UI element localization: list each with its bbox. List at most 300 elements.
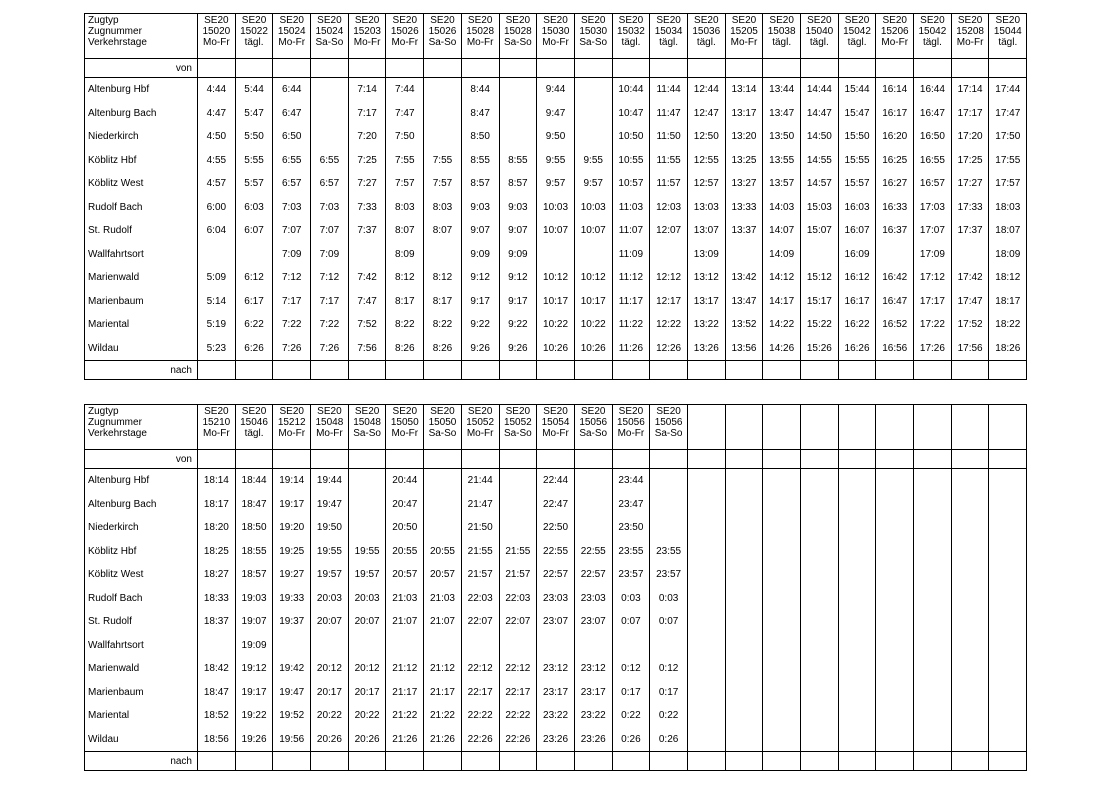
time-cell: 10:07	[574, 219, 612, 243]
time-cell: 19:17	[273, 493, 311, 517]
station-name: Altenburg Hbf	[85, 78, 198, 102]
train-number: 15044	[993, 26, 1022, 37]
time-cell: 19:57	[311, 563, 349, 587]
train-type: SE20	[392, 406, 418, 417]
time-cell: 6:57	[273, 172, 311, 196]
station-name: Rudolf Bach	[85, 196, 198, 220]
time-cell: 8:55	[461, 149, 499, 173]
nach-cell	[687, 752, 725, 771]
train-number: 15208	[956, 26, 984, 37]
time-cell: 17:12	[914, 266, 952, 290]
time-cell: 19:50	[311, 516, 349, 540]
time-cell: 10:44	[612, 78, 650, 102]
nach-cell	[348, 361, 386, 380]
time-cell-empty	[801, 704, 839, 728]
time-cell: 6:12	[235, 266, 273, 290]
train-days: Mo-Fr	[391, 37, 419, 48]
time-cell: 6:22	[235, 313, 273, 337]
train-type: SE20	[467, 406, 493, 417]
time-cell: 0:17	[612, 681, 650, 705]
time-cell: 8:44	[461, 78, 499, 102]
time-cell: 19:52	[273, 704, 311, 728]
time-cell: 23:26	[574, 728, 612, 752]
time-cell: 17:56	[951, 337, 989, 361]
time-cell: 4:47	[198, 102, 236, 126]
time-cell: 9:17	[461, 290, 499, 314]
time-cell: 23:26	[537, 728, 575, 752]
time-cell-empty	[914, 540, 952, 564]
time-cell: 13:09	[687, 243, 725, 267]
time-cell: 9:09	[499, 243, 537, 267]
time-cell-empty	[424, 493, 462, 517]
time-cell: 7:14	[348, 78, 386, 102]
time-cell: 9:57	[574, 172, 612, 196]
time-cell-empty	[989, 704, 1027, 728]
time-cell-empty	[687, 681, 725, 705]
time-cell: 15:47	[838, 102, 876, 126]
time-cell-empty	[650, 516, 688, 540]
time-cell: 20:50	[386, 516, 424, 540]
time-cell-empty	[989, 469, 1027, 493]
nach-cell	[235, 752, 273, 771]
time-cell-empty	[687, 657, 725, 681]
time-cell-empty	[725, 657, 763, 681]
station-row	[85, 634, 1027, 658]
time-cell: 8:26	[386, 337, 424, 361]
time-cell: 14:47	[801, 102, 839, 126]
von-cell	[273, 59, 311, 78]
station-row	[85, 266, 1027, 290]
station-name: Köblitz West	[85, 172, 198, 196]
time-cell: 7:17	[348, 102, 386, 126]
time-cell: 0:26	[612, 728, 650, 752]
time-cell: 16:20	[876, 125, 914, 149]
train-days: Mo-Fr	[730, 37, 758, 48]
time-cell: 13:26	[687, 337, 725, 361]
train-type: SE20	[656, 15, 681, 26]
time-cell: 21:50	[461, 516, 499, 540]
time-cell: 23:12	[537, 657, 575, 681]
nach-cell	[763, 752, 801, 771]
train-header	[763, 405, 801, 450]
train-type: SE20	[580, 15, 606, 26]
time-cell-empty	[801, 681, 839, 705]
time-cell-empty	[914, 681, 952, 705]
train-number: 15052	[466, 417, 495, 428]
train-header	[499, 405, 537, 450]
time-cell: 20:17	[311, 681, 349, 705]
nach-cell	[725, 752, 763, 771]
time-cell: 12:22	[650, 313, 688, 337]
time-cell: 8:57	[461, 172, 499, 196]
time-cell: 8:12	[386, 266, 424, 290]
time-cell: 22:55	[537, 540, 575, 564]
time-cell: 8:03	[424, 196, 462, 220]
time-cell: 19:25	[273, 540, 311, 564]
train-days: Sa-So	[503, 428, 532, 439]
nach-cell	[499, 361, 537, 380]
time-cell: 7:50	[386, 125, 424, 149]
nach-row	[85, 752, 1027, 771]
time-cell: 18:17	[989, 290, 1027, 314]
time-cell: 14:44	[801, 78, 839, 102]
time-cell: 15:55	[838, 149, 876, 173]
time-cell: 13:56	[725, 337, 763, 361]
von-cell	[687, 59, 725, 78]
time-cell: 14:09	[763, 243, 801, 267]
nach-cell	[386, 361, 424, 380]
time-cell-empty	[198, 243, 236, 267]
train-header	[687, 405, 725, 450]
time-cell: 11:57	[650, 172, 688, 196]
station-row	[85, 313, 1027, 337]
time-cell: 15:44	[838, 78, 876, 102]
time-cell: 9:09	[461, 243, 499, 267]
time-cell: 8:03	[386, 196, 424, 220]
nach-cell	[989, 361, 1027, 380]
time-cell: 13:14	[725, 78, 763, 102]
time-cell: 11:12	[612, 266, 650, 290]
time-cell-empty	[235, 243, 273, 267]
time-cell: 11:03	[612, 196, 650, 220]
von-cell	[612, 450, 650, 469]
time-cell-empty	[687, 610, 725, 634]
train-days: Mo-Fr	[542, 428, 569, 439]
time-cell: 7:07	[311, 219, 349, 243]
time-cell-empty	[838, 516, 876, 540]
time-cell: 19:55	[348, 540, 386, 564]
time-cell-empty	[725, 728, 763, 752]
time-cell: 20:17	[348, 681, 386, 705]
time-cell: 4:50	[198, 125, 236, 149]
nach-cell	[461, 752, 499, 771]
time-cell: 13:42	[725, 266, 763, 290]
time-cell-empty	[725, 587, 763, 611]
train-number: 15054	[541, 417, 570, 428]
von-cell	[838, 59, 876, 78]
time-cell: 10:07	[537, 219, 575, 243]
time-cell: 21:12	[386, 657, 424, 681]
time-cell: 7:57	[386, 172, 424, 196]
von-cell	[198, 450, 236, 469]
time-cell: 18:55	[235, 540, 273, 564]
time-cell: 22:50	[537, 516, 575, 540]
time-cell: 10:12	[537, 266, 575, 290]
station-name: Altenburg Bach	[85, 102, 198, 126]
von-cell	[725, 59, 763, 78]
header-labels	[85, 14, 198, 59]
time-cell: 7:22	[311, 313, 349, 337]
time-cell: 13:44	[763, 78, 801, 102]
train-days: Mo-Fr	[278, 428, 306, 439]
time-cell-empty	[989, 563, 1027, 587]
time-cell: 9:50	[537, 125, 575, 149]
time-cell-empty	[763, 540, 801, 564]
time-cell: 9:26	[461, 337, 499, 361]
time-cell: 17:47	[989, 102, 1027, 126]
time-cell: 11:26	[612, 337, 650, 361]
train-type: SE20	[204, 15, 229, 26]
station-name: Köblitz West	[85, 563, 198, 587]
station-row	[85, 657, 1027, 681]
time-cell-empty	[801, 493, 839, 517]
train-days: Mo-Fr	[316, 428, 343, 439]
time-cell: 14:55	[801, 149, 839, 173]
time-cell: 12:26	[650, 337, 688, 361]
time-cell: 19:37	[273, 610, 311, 634]
train-days: Sa-So	[579, 428, 608, 439]
time-cell-empty	[311, 78, 349, 102]
nach-label: nach	[85, 361, 198, 380]
time-cell: 12:44	[687, 78, 725, 102]
time-cell: 8:17	[424, 290, 462, 314]
time-cell: 22:26	[461, 728, 499, 752]
station-row	[85, 540, 1027, 564]
time-cell: 17:44	[989, 78, 1027, 102]
train-days: tägl.	[659, 37, 679, 48]
time-cell-empty	[424, 634, 462, 658]
time-cell: 9:12	[499, 266, 537, 290]
time-cell-empty	[951, 243, 989, 267]
time-cell: 20:26	[348, 728, 386, 752]
time-cell: 20:44	[386, 469, 424, 493]
von-cell	[876, 59, 914, 78]
time-cell-empty	[763, 563, 801, 587]
time-cell: 4:57	[198, 172, 236, 196]
time-cell: 23:22	[537, 704, 575, 728]
time-cell: 13:20	[725, 125, 763, 149]
nach-cell	[876, 752, 914, 771]
von-cell	[235, 450, 273, 469]
time-cell-empty	[574, 78, 612, 102]
time-cell-empty	[876, 243, 914, 267]
time-cell: 15:57	[838, 172, 876, 196]
header-row	[85, 405, 1027, 450]
time-cell: 23:03	[574, 587, 612, 611]
time-cell-empty	[951, 728, 989, 752]
time-cell-empty	[348, 516, 386, 540]
time-cell: 18:20	[198, 516, 236, 540]
time-cell-empty	[348, 243, 386, 267]
time-cell: 12:12	[650, 266, 688, 290]
time-cell: 18:26	[989, 337, 1027, 361]
time-cell: 15:26	[801, 337, 839, 361]
time-cell: 20:12	[348, 657, 386, 681]
time-cell: 0:22	[612, 704, 650, 728]
train-number: 15034	[654, 26, 683, 37]
time-cell-empty	[951, 540, 989, 564]
time-cell-empty	[687, 728, 725, 752]
time-cell: 23:57	[612, 563, 650, 587]
train-header	[235, 405, 273, 450]
time-cell: 20:12	[311, 657, 349, 681]
time-cell: 9:12	[461, 266, 499, 290]
time-cell: 19:47	[273, 681, 311, 705]
time-cell: 12:55	[687, 149, 725, 173]
time-cell-empty	[574, 469, 612, 493]
time-cell: 21:17	[424, 681, 462, 705]
station-name: Rudolf Bach	[85, 587, 198, 611]
von-cell	[914, 450, 952, 469]
time-cell: 18:25	[198, 540, 236, 564]
time-cell: 23:57	[650, 563, 688, 587]
train-type: SE20	[580, 406, 606, 417]
time-cell-empty	[951, 704, 989, 728]
time-cell: 22:03	[499, 587, 537, 611]
time-cell: 8:17	[386, 290, 424, 314]
time-cell: 13:47	[725, 290, 763, 314]
train-header	[348, 405, 386, 450]
nach-cell	[348, 752, 386, 771]
time-cell: 11:55	[650, 149, 688, 173]
time-cell-empty	[801, 469, 839, 493]
train-number: 15212	[277, 417, 306, 428]
station-row	[85, 102, 1027, 126]
time-cell: 20:26	[311, 728, 349, 752]
station-row	[85, 337, 1027, 361]
time-cell: 18:09	[989, 243, 1027, 267]
time-cell-empty	[951, 469, 989, 493]
time-cell-empty	[499, 469, 537, 493]
train-header	[725, 405, 763, 450]
time-cell-empty	[574, 243, 612, 267]
train-number: 15205	[730, 26, 758, 37]
time-cell-empty	[537, 634, 575, 658]
time-cell: 0:03	[650, 587, 688, 611]
time-cell: 18:57	[235, 563, 273, 587]
time-cell-empty	[725, 634, 763, 658]
von-cell	[499, 450, 537, 469]
train-number: 15206	[880, 26, 909, 37]
time-cell-empty	[914, 469, 952, 493]
time-cell: 16:25	[876, 149, 914, 173]
time-cell-empty	[801, 634, 839, 658]
station-row	[85, 172, 1027, 196]
von-cell	[989, 450, 1027, 469]
train-type: SE20	[769, 15, 794, 26]
time-cell-empty	[725, 469, 763, 493]
header-labels	[85, 405, 198, 450]
train-number: 15036	[692, 26, 721, 37]
time-cell: 12:17	[650, 290, 688, 314]
time-cell-empty	[951, 610, 989, 634]
time-cell: 10:22	[574, 313, 612, 337]
train-number: 15050	[428, 417, 457, 428]
time-cell: 18:07	[989, 219, 1027, 243]
train-days: tägl.	[922, 37, 942, 48]
nach-cell	[650, 752, 688, 771]
time-cell-empty	[989, 587, 1027, 611]
station-name: Marienbaum	[85, 290, 198, 314]
time-cell: 18:17	[198, 493, 236, 517]
train-days: tägl.	[621, 37, 641, 48]
time-cell: 14:17	[763, 290, 801, 314]
train-days: Sa-So	[654, 428, 683, 439]
time-cell: 22:12	[461, 657, 499, 681]
time-cell-empty	[612, 634, 650, 658]
time-cell-empty	[574, 634, 612, 658]
time-cell-empty	[876, 469, 914, 493]
nach-cell	[951, 752, 989, 771]
train-number: 15028	[503, 26, 532, 37]
time-cell: 0:12	[650, 657, 688, 681]
train-header	[650, 405, 688, 450]
time-cell: 19:14	[273, 469, 311, 493]
time-cell: 18:56	[198, 728, 236, 752]
timetable-2	[84, 404, 1027, 771]
time-cell-empty	[725, 493, 763, 517]
train-number: 15030	[579, 26, 608, 37]
train-header	[763, 14, 801, 59]
time-cell: 7:26	[311, 337, 349, 361]
train-number: 15026	[390, 26, 419, 37]
nach-cell	[499, 752, 537, 771]
train-days: Mo-Fr	[617, 428, 645, 439]
time-cell-empty	[424, 469, 462, 493]
time-cell-empty	[461, 634, 499, 658]
time-cell-empty	[914, 728, 952, 752]
time-cell: 6:47	[273, 102, 311, 126]
nach-cell	[876, 361, 914, 380]
train-header	[574, 14, 612, 59]
time-cell: 13:17	[725, 102, 763, 126]
time-cell: 6:03	[235, 196, 273, 220]
time-cell: 19:03	[235, 587, 273, 611]
train-header	[537, 405, 575, 450]
time-cell: 8:09	[386, 243, 424, 267]
station-name: Niederkirch	[85, 516, 198, 540]
time-cell-empty	[687, 469, 725, 493]
time-cell: 23:03	[537, 587, 575, 611]
time-cell: 13:17	[687, 290, 725, 314]
train-header	[461, 405, 499, 450]
time-cell: 7:47	[348, 290, 386, 314]
time-cell: 18:52	[198, 704, 236, 728]
time-cell: 9:55	[574, 149, 612, 173]
nach-cell	[612, 752, 650, 771]
von-cell	[198, 59, 236, 78]
time-cell: 10:03	[574, 196, 612, 220]
time-cell-empty	[348, 469, 386, 493]
nach-cell	[273, 752, 311, 771]
von-cell	[687, 450, 725, 469]
von-cell	[725, 450, 763, 469]
time-cell: 12:03	[650, 196, 688, 220]
train-header	[311, 14, 349, 59]
time-cell: 18:37	[198, 610, 236, 634]
time-cell: 11:50	[650, 125, 688, 149]
train-days: Mo-Fr	[466, 428, 494, 439]
time-cell: 22:55	[574, 540, 612, 564]
train-header	[273, 14, 311, 59]
train-type: SE20	[995, 15, 1021, 26]
nach-cell	[235, 361, 273, 380]
time-cell-empty	[951, 563, 989, 587]
nach-cell	[801, 361, 839, 380]
station-row	[85, 219, 1027, 243]
time-cell: 14:03	[763, 196, 801, 220]
time-cell-empty	[876, 563, 914, 587]
time-cell-empty	[801, 243, 839, 267]
time-cell: 20:07	[311, 610, 349, 634]
nach-cell	[914, 361, 952, 380]
time-cell: 11:44	[650, 78, 688, 102]
nach-cell	[801, 752, 839, 771]
time-cell-empty	[348, 493, 386, 517]
train-days: Mo-Fr	[203, 37, 230, 48]
time-cell-empty	[801, 728, 839, 752]
time-cell: 5:23	[198, 337, 236, 361]
